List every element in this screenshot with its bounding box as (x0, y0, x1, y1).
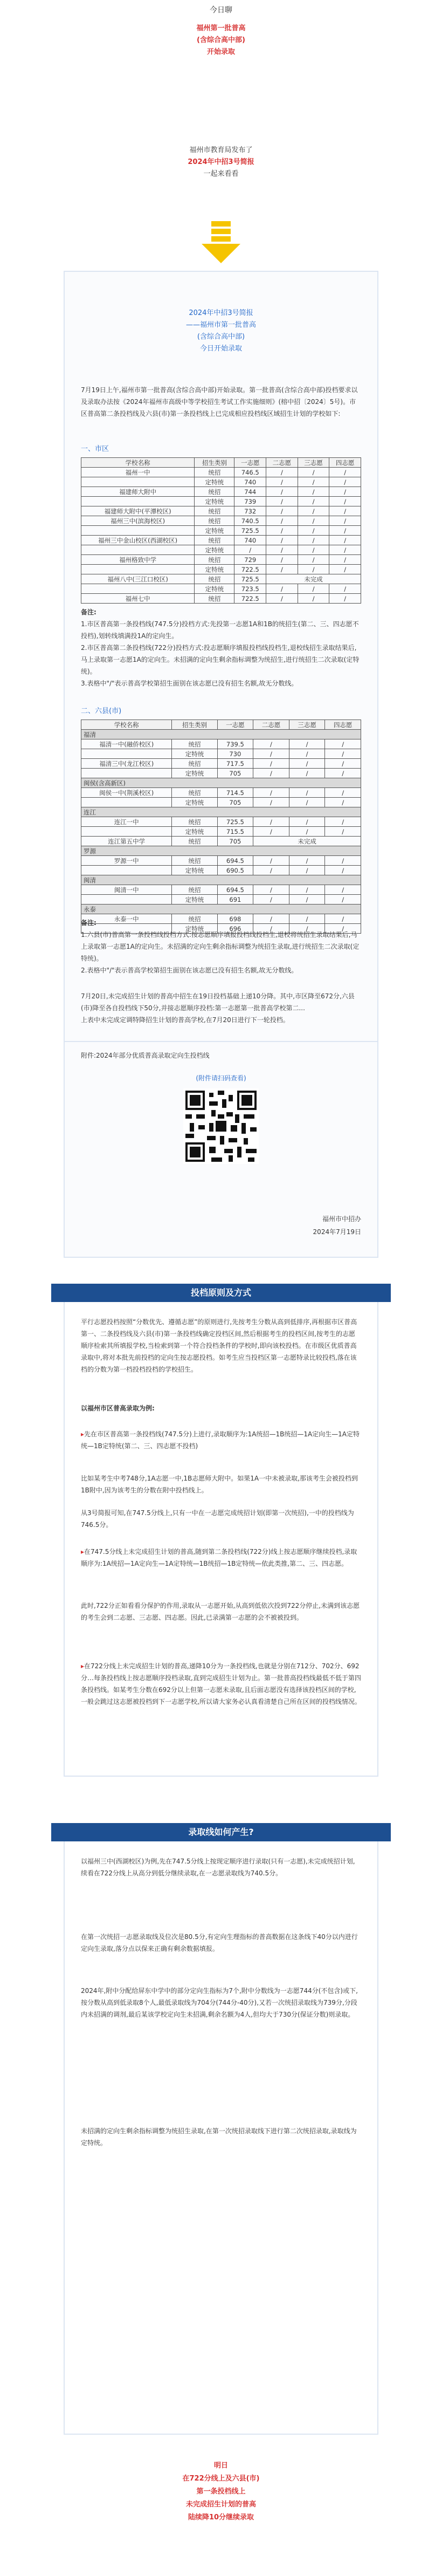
table-cell: / (266, 555, 298, 565)
table-row (81, 827, 361, 837)
table-cell: / (266, 526, 298, 536)
table-cell (81, 497, 195, 506)
table-cell: / (298, 555, 329, 565)
col-header: 四志愿 (329, 458, 361, 468)
table-cell: / (289, 866, 325, 875)
table-cell: / (298, 497, 329, 506)
table-cell: / (253, 759, 289, 769)
signature-org: 福州市中招办 (322, 1215, 361, 1223)
table-cell: 福建师大附中 (81, 487, 195, 497)
table-cell: / (298, 536, 329, 545)
table-cell: 统招 (195, 487, 234, 497)
table-cell: / (329, 526, 361, 536)
notice-line-3: 一起来看看 (203, 170, 239, 178)
table-cell: / (325, 817, 361, 827)
brief-para-1: 7月20日,未完成招生计划的普高中招生在19日投档基础上递10分降。其中,市区降至672分,六县(市)降至各自投档线下50分,并接志愿顺序投档:第一志愿第一批普高学校第二... (81, 992, 355, 1012)
line-para-2: 在第一次统招一志愿录取线及位次是80.5分,有定向生理指标的普高数据在这条线下40分以内进行定向生录取,落分点以保来正确有剩余数据填报。 (81, 1933, 358, 1952)
table-cell: 闽清一中 (81, 885, 172, 895)
table-cell: 定特统 (172, 866, 217, 875)
table-cell: / (253, 769, 289, 778)
table-row (81, 545, 361, 555)
table-cell: 统招 (172, 739, 217, 749)
note-3: 3.表格中"/"表示普高学校第招生面别在该志愿已没有招生名额,故无分数线。 (81, 680, 298, 687)
table-row (81, 536, 361, 545)
table-cell: / (325, 924, 361, 934)
table-cell (81, 526, 195, 536)
table-cell: / (289, 788, 325, 798)
table-cell: / (266, 487, 298, 497)
table-cell: 定特统 (172, 749, 217, 759)
table-cell: / (325, 739, 361, 749)
table-cell: / (329, 536, 361, 545)
table-cell: 统招 (195, 506, 234, 516)
table-cell: / (325, 895, 361, 905)
col-header: 一志愿 (234, 458, 266, 468)
principle-para-6 (81, 1546, 361, 1570)
table-cell: 740 (234, 477, 266, 487)
table-cell: 705 (217, 769, 253, 778)
col-header: 四志愿 (325, 720, 361, 730)
table-cell: / (266, 477, 298, 487)
col-header: 招生类别 (172, 720, 217, 730)
line-para-3: 2024年,附中分配给屏东中学中的部分定向生指标为7个,附中分数线为一志愿744分(不包含)或下,按分数从高到低录取8个人,最低录取线为704分(744分-40分),又若一次统招录取线为739分,分段内未招满的调剂,最后某该学校定向生未招满,剩余名额为4人,但均大于730分(保证分数)则录取。 (81, 1987, 358, 2018)
intro-block (0, 23, 442, 58)
city-table-wrap (81, 457, 361, 604)
table-cell: 统招 (172, 817, 217, 827)
table-cell: / (289, 885, 325, 895)
table-row (81, 749, 361, 759)
table-cell: 统招 (195, 536, 234, 545)
table-cell: 725.5 (217, 817, 253, 827)
table-cell: / (253, 827, 289, 837)
table-cell: / (266, 516, 298, 526)
table-cell: 715.5 (217, 827, 253, 837)
table-cell: 统招 (195, 555, 234, 565)
section-county-label: 二、六县(市) (81, 707, 122, 715)
table-cell: / (329, 565, 361, 574)
table-cell: / (253, 924, 289, 934)
table-row (81, 866, 361, 875)
table-cell: / (266, 594, 298, 604)
col-header: 学校名称 (81, 458, 195, 468)
col-header: 学校名称 (81, 720, 172, 730)
table-cell: / (266, 497, 298, 506)
bullet-1: ▸ (81, 1430, 85, 1438)
table-cell: 统招 (172, 856, 217, 866)
table-cell: / (298, 516, 329, 526)
table-cell: 705 (217, 798, 253, 807)
table-cell: 定特统 (195, 584, 234, 594)
table-row (81, 565, 361, 574)
table-cell: / (289, 924, 325, 934)
table-cell: 福州七中 (81, 594, 195, 604)
table-cell: 连江一中 (81, 817, 172, 827)
table-cell: / (298, 477, 329, 487)
principle-para-7: 此时,722分正如看看分保护的作用,录取从一志愿开始,从高到低依次投到722分停止,未满到该志愿的考生会到二志愿、三志愿、四志愿。因此,已录满第一志愿的会不被被投到。 (81, 1602, 360, 1621)
table-cell: 694.5 (217, 856, 253, 866)
table-cell: / (329, 516, 361, 526)
brief-heading-3: (含综合高中部) (197, 333, 245, 341)
table-cell: / (298, 487, 329, 497)
notice-line-1: 福州市教育局发布了 (189, 146, 253, 154)
table-cell: 定特统 (172, 769, 217, 778)
table-cell: / (325, 798, 361, 807)
table-cell (81, 895, 172, 905)
table-cell: 730 (217, 749, 253, 759)
table-cell (81, 565, 195, 574)
col-header: 招生类别 (195, 458, 234, 468)
table-row (81, 555, 361, 565)
table-row (81, 895, 361, 905)
table-cell: / (253, 788, 289, 798)
table-cell: 694.5 (217, 885, 253, 895)
section-bar-principle: 投档原则及方式 (51, 1284, 391, 1302)
table-cell: / (289, 798, 325, 807)
table-cell: / (298, 565, 329, 574)
group-label: 永泰 (81, 905, 361, 914)
closing-line-3: 第一条投档线上 (196, 2488, 246, 2496)
table-cell: / (266, 584, 298, 594)
table-cell: 统招 (195, 468, 234, 477)
table-row (81, 759, 361, 769)
group-label: 闽侯(含高新区) (81, 778, 361, 788)
table-cell: / (253, 866, 289, 875)
table-cell: / (329, 487, 361, 497)
group-row (81, 846, 361, 856)
table-cell: 统招 (172, 914, 217, 924)
table-cell: / (253, 885, 289, 895)
table-cell: 闽侯一中(荆溪校区) (81, 788, 172, 798)
table-cell: 定特统 (195, 477, 234, 487)
closing-line-4: 未完成招生计划的普高 (185, 2500, 256, 2509)
note-2: 2.市区普高第二条投档线(722分)投档方式:投志愿顺序填报投档线投档生,退校线招生录取结果后,马上录取第一志愿1A的定向生。未招满的定向生剩余指标调整为统招生,进行统招生二次录取(定特统)。 (81, 644, 360, 675)
table-cell: / (266, 506, 298, 516)
table-row (81, 788, 361, 798)
table-cell: / (329, 468, 361, 477)
table-cell: 723.5 (234, 584, 266, 594)
table-row (81, 574, 361, 584)
table-cell: / (253, 739, 289, 749)
group-row (81, 778, 361, 788)
table-cell: / (289, 769, 325, 778)
table-row (81, 769, 361, 778)
table-cell: 定特统 (195, 545, 234, 555)
table-cell: / (289, 914, 325, 924)
brief-para-2: 上表中未完成定调特降招生计划的普高学校,在7月20日进行下一轮投档。 (81, 1016, 289, 1024)
table-cell: / (266, 536, 298, 545)
table-row (81, 526, 361, 536)
intro-title-1: 福州第一批普高 (196, 24, 246, 32)
col-header: 二志愿 (266, 458, 298, 468)
table-cell: / (289, 817, 325, 827)
attachment-label: 附件:2024年部分优质普高录取定向生投档线 (81, 1052, 210, 1059)
table-cell: / (298, 584, 329, 594)
table-cell: 722.5 (234, 594, 266, 604)
table-cell: / (289, 827, 325, 837)
table-cell (81, 827, 172, 837)
table-cell: 714.5 (217, 788, 253, 798)
table-cell: 定特统 (172, 827, 217, 837)
col-header: 三志愿 (289, 720, 325, 730)
table-cell: / (325, 885, 361, 895)
group-row (81, 875, 361, 885)
table-cell: / (289, 749, 325, 759)
qr-code-icon[interactable] (183, 1088, 259, 1164)
table-cell: 定特统 (195, 497, 234, 506)
table-cell: 统招 (172, 837, 217, 846)
table-row (81, 817, 361, 827)
table-cell: 定特统 (172, 895, 217, 905)
brief-heading-2: ——福州市第一批普高 (185, 321, 256, 329)
table-cell: 739.5 (217, 739, 253, 749)
table-row (81, 885, 361, 895)
group-row (81, 730, 361, 739)
table-cell: 统招 (172, 885, 217, 895)
table-row (81, 739, 361, 749)
table-row (81, 477, 361, 487)
intro-title-3: 开始录取 (206, 48, 235, 56)
notes-title: 备注: (81, 608, 96, 616)
table-cell (81, 477, 195, 487)
table-cell: / (329, 497, 361, 506)
table-cell: / (325, 914, 361, 924)
closing-line-1: 明日 (213, 2462, 228, 2470)
table-row (81, 506, 361, 516)
group-label: 罗源 (81, 846, 361, 856)
principle-para-8-text: 在722分线上未完成招生计划的普高,递降10分为一条投档线,也就是分别在712分、702分、692分…每条投档线上按志愿顺序投档录取,直到完成招生计划为止。第一批普高投档线最低不低于第四条投档线。如某考生分数在692分以上但第一志愿未录取,且后面志愿没有选择该投档区间的学校,一般会跳过这志愿被投档到下一志愿学校,所以请大家务必认真看清楚自己所在区间的投档线情况。 (81, 1662, 361, 1705)
table-cell (81, 584, 195, 594)
table-cell: 统招 (172, 759, 217, 769)
table-cell (81, 769, 172, 778)
table-cell: 705 (217, 837, 253, 846)
table-cell: / (253, 895, 289, 905)
table-cell: 691 (217, 895, 253, 905)
principle-para-1-text: 平行志愿投档按照“分数优先、遵循志愿”的原则进行,先按考生分数从高到低排序,再根据市区普高第一、二条投档线及六县(市)第一条投档线确定投档区间,然后根据考生的投档区间,按考生的志愿顺序检索其所填报学校,当检索到第一个符合投档条件的学校时,即向该校投档。在市级区优质普高录取中,将对本批先前投档的定向生按志愿投档。如考生应当投档区第一志愿特录比较投档,落在该档的分数为第一档投档投档的学校招生。 (81, 1318, 357, 1373)
table-cell: 福清一中(融侨校区) (81, 739, 172, 749)
table-cell: / (329, 555, 361, 565)
table-cell: / (298, 594, 329, 604)
table-cell: / (325, 827, 361, 837)
table-cell: 725.5 (234, 574, 266, 584)
brief-intro: 7月19日上午,福州市第一批普高(含综合高中部)开始录取。第一批普高(含综合高中部)投档要求以及录取办法按《2024年福州市高级中等学校招生考试工作实施细则》(榕中招〔2024〕5号)。市区普高第二条投档线及六县(市)第一条投档线上已完成相应投档线区域招生计划的学校如下: (81, 386, 358, 417)
table-cell: / (329, 584, 361, 594)
county-notes-title: 备注: (81, 919, 96, 927)
section-bar-line: 录取线如何产生? (51, 1823, 391, 1841)
table-cell: / (253, 817, 289, 827)
table-cell: 696 (217, 924, 253, 934)
col-header: 三志愿 (298, 458, 329, 468)
group-label: 闽清 (81, 875, 361, 885)
county-note-1: 1.六县(市)普高第一条投档线投档方式:按志愿顺序填报投档线投档生,退校将统招生录取结果后,马上录取第一志愿1A的定向生。未招满的定向生剩余指标调整为统招生录取,进行统招生二次录取(定特统)。 (81, 931, 360, 962)
table-cell: / (298, 545, 329, 555)
table-row (81, 487, 361, 497)
table-cell: / (234, 545, 266, 555)
signature (81, 1212, 361, 1238)
line-para-4: 未招满的定向生剩余指标调整为统招生录取,在第一次统招录取线下进行第二次统招录取,录取线为定特统。 (81, 2127, 357, 2147)
table-cell: 定特统 (172, 798, 217, 807)
group-row (81, 807, 361, 817)
table-cell: / (289, 759, 325, 769)
table-cell: / (329, 545, 361, 555)
header-label (0, 4, 442, 15)
table-row (81, 594, 361, 604)
table-cell: / (266, 468, 298, 477)
principle-para-3-text: 先在市区普高第一条投档线(747.5分)上进行,录取顺序为:1A统招—1B统招—1A定向生—1A定特统—1B定特统(第二、三、四志愿不投档) (81, 1430, 360, 1450)
notice-line-2: 2024年中招3号简报 (188, 158, 254, 166)
table-cell: 定特统 (172, 924, 217, 934)
notice-block (0, 145, 442, 180)
table-cell: / (289, 856, 325, 866)
date-label: 今日聊 (210, 6, 232, 15)
table-cell: 统招 (195, 574, 234, 584)
table-row (81, 516, 361, 526)
brief-heading-4: 今日开始录取 (199, 345, 242, 353)
table-cell: 定特统 (195, 526, 234, 536)
principle-example-title: 以福州市区普高录取为例: (81, 1405, 155, 1412)
table-cell: 福州格致中学 (81, 555, 195, 565)
table-cell: / (325, 856, 361, 866)
table-row (81, 468, 361, 477)
table-cell: / (325, 788, 361, 798)
table-cell: 未完成 (266, 574, 361, 584)
table-cell: / (329, 506, 361, 516)
table-cell: / (253, 749, 289, 759)
table-cell: 698 (217, 914, 253, 924)
table-row (81, 497, 361, 506)
table-cell: / (298, 468, 329, 477)
table-cell: 732 (234, 506, 266, 516)
group-label: 连江 (81, 807, 361, 817)
county-table-wrap (81, 720, 361, 934)
table-cell: 连江第五中学 (81, 837, 172, 846)
table-row (81, 584, 361, 594)
attachment-hint: (附件请扫码查看) (196, 1074, 246, 1082)
principle-para-1 (81, 1316, 361, 1375)
table-cell: / (298, 526, 329, 536)
section-city-label: 一、市区 (81, 445, 109, 453)
principle-para-6-text: 在747.5分线上未完成招生计划的普高,随到第二条投档线(722分)线上按志愿顺序继续投档,录取顺序为:1A统招—1A定向生—1A定特统—1B统招—1B定特统—依此类推,第二、三、四志愿。 (81, 1548, 357, 1567)
table-cell: 福州三中(滨海校区) (81, 516, 195, 526)
table-cell (81, 749, 172, 759)
table-cell: / (266, 545, 298, 555)
closing-line-5: 陆续降10分继续录取 (188, 2513, 254, 2522)
table-cell: 统招 (172, 788, 217, 798)
intro-title-2: (含综合高中部) (197, 36, 245, 44)
table-cell: / (325, 759, 361, 769)
table-cell: 定特统 (195, 565, 234, 574)
line-para-1: 以福州三中(西湖校区)为例,先在747.5分线上按现定顺序进行录取(只有一志愿),未完成统招计划,续看在722分线上从高分到低分继续录取,在一志愿录取线为740.5分。 (81, 1858, 355, 1877)
closing-line-2: 在722分线上及六县(市) (182, 2475, 260, 2483)
group-label: 福清 (81, 730, 361, 739)
principle-para-5: 从3号简报可知,在747.5分线上,只有一中在一志愿完成统招计划(即第一次统招),一中的投档线为746.5分。 (81, 1509, 354, 1529)
table-cell: 福清三中(龙江校区) (81, 759, 172, 769)
table-cell: 统招 (195, 594, 234, 604)
table-cell: 统招 (195, 516, 234, 526)
col-header: 二志愿 (253, 720, 289, 730)
table-cell: / (325, 769, 361, 778)
principle-para-8 (81, 1660, 361, 1708)
table-cell: 永泰一中 (81, 914, 172, 924)
table-cell: / (298, 506, 329, 516)
table-cell: / (329, 594, 361, 604)
table-cell: / (289, 895, 325, 905)
table-cell: 740 (234, 536, 266, 545)
signature-date: 2024年7月19日 (313, 1228, 361, 1236)
table-cell: / (253, 914, 289, 924)
table-cell: / (329, 477, 361, 487)
brief-heading-1: 2024年中招3号简报 (189, 309, 253, 317)
table-cell: 722.5 (234, 565, 266, 574)
table-cell: 725.5 (234, 526, 266, 536)
note-1: 1.市区普高第一条投档线(747.5分)投档方式:先投第一志愿1A和1B的统招生(第二、三、四志愿不投档),划转线填满投1A的定向生。 (81, 620, 359, 640)
bullet-3: ▸ (81, 1662, 85, 1670)
table-cell (81, 798, 172, 807)
table-row (81, 837, 361, 846)
table-cell: / (253, 798, 289, 807)
table-row (81, 856, 361, 866)
table-cell: 717.5 (217, 759, 253, 769)
closing-block (64, 2459, 378, 2524)
brief-heading (64, 307, 378, 355)
table-cell: 740.5 (234, 516, 266, 526)
county-score-table (81, 720, 361, 934)
table-cell: / (253, 856, 289, 866)
table-cell: 739 (234, 497, 266, 506)
table-cell: 690.5 (217, 866, 253, 875)
principle-para-3 (81, 1428, 361, 1452)
down-arrow-icon (199, 221, 243, 264)
table-cell: 744 (234, 487, 266, 497)
table-cell: 罗源一中 (81, 856, 172, 866)
table-cell: 福州三中金山校区(西湖校区) (81, 536, 195, 545)
table-cell: / (325, 866, 361, 875)
col-header: 一志愿 (217, 720, 253, 730)
principle-para-4: 比如某考生中考748分,1A志愿一中,1B志愿师大附中。如果1A一中未被录取,那该考生会被投档到1B附中,因为该考生的分数在附中投档线上。 (81, 1475, 358, 1494)
table-cell: / (266, 565, 298, 574)
table-row (81, 798, 361, 807)
table-cell (81, 545, 195, 555)
county-note-2: 2.表格中"/"表示普高学校第招生面别在该志愿已没有招生名额,故无分数线。 (81, 967, 298, 974)
table-cell: 729 (234, 555, 266, 565)
table-cell: 未完成 (253, 837, 361, 846)
table-cell: 福州八中(三江口校区) (81, 574, 195, 584)
table-cell: 福州一中 (81, 468, 195, 477)
table-cell: / (289, 739, 325, 749)
table-cell: 746.5 (234, 468, 266, 477)
bullet-2: ▸ (81, 1548, 85, 1556)
table-cell: 福建师大附中(平潭校区) (81, 506, 195, 516)
table-cell: / (325, 749, 361, 759)
city-score-table (81, 457, 361, 604)
group-row (81, 905, 361, 914)
table-cell (81, 866, 172, 875)
